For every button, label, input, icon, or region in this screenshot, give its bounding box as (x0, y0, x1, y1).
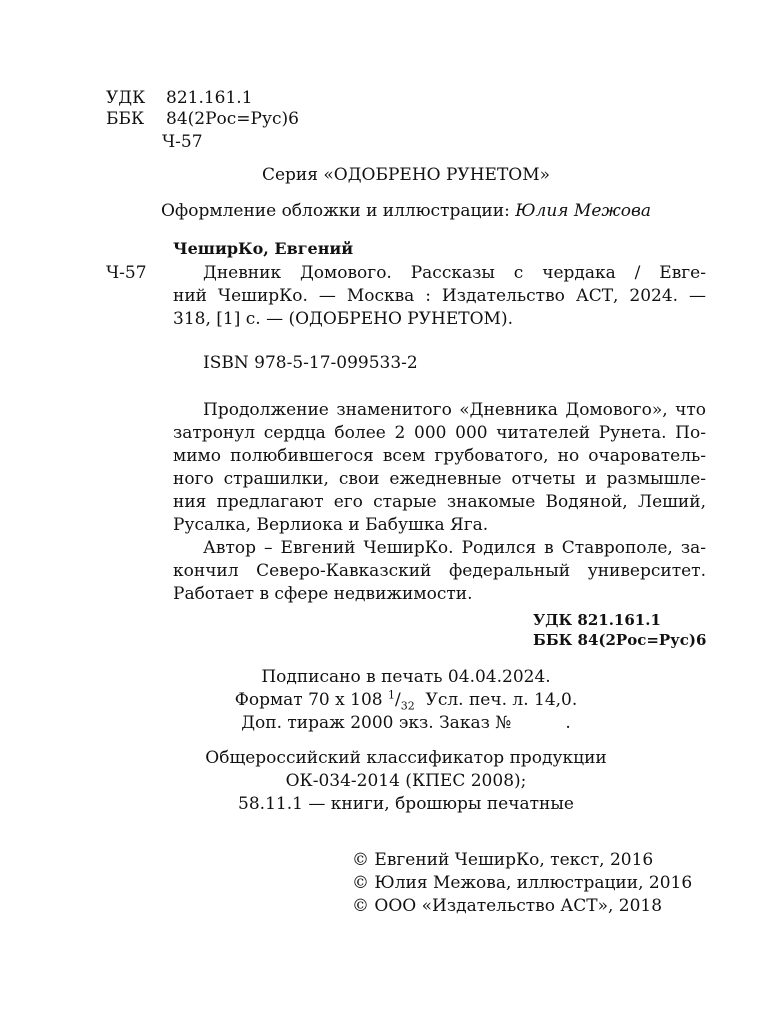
format-denominator: 32 (400, 699, 415, 713)
format-slash: / (395, 690, 401, 710)
cover-artist: Юлия Межова (515, 201, 651, 221)
copyright-line: © ООО «Издательство АСТ», 2018 (352, 896, 663, 916)
entry-line-3: 318, [1] с. — (ОДОБРЕНО РУНЕТОМ). (173, 309, 513, 329)
annotation-line: ния предлагают его старые знакомые Водяной, Леший, (173, 492, 706, 512)
format-numerator: 1 (388, 688, 395, 702)
annotation-line: Русалка, Верлиока и Бабушка Яга. (173, 515, 489, 535)
annotation-line: мимо полюбившегося всем грубоватого, но очарователь- (173, 446, 706, 466)
classifier-line: 58.11.1 — книги, брошюры печатные (238, 794, 574, 814)
classifier-line: Общероссийский классификатор продукции (205, 748, 607, 768)
cover-credit (0, 200, 768, 222)
annotation-line: Продолжение знаменитого «Дневника Домового», что (203, 400, 706, 420)
annotation-line: ного страшилки, свои ежедневные отчеты и размышле- (173, 469, 706, 489)
series-line: Серия «ОДОБРЕНО РУНЕТОМ» (261, 165, 551, 185)
author-bio-line: Автор – Евгений ЧеширКо. Родился в Ставрополе, за- (203, 538, 706, 558)
udk-label: УДК (106, 88, 146, 108)
bbk-value: 84(2Рос=Рус)6 (166, 109, 299, 129)
entry-line-2: ний ЧеширКо. — Москва : Издательство АСТ, 2024. — (173, 286, 706, 306)
format-suffix: Усл. печ. л. 14,0. (414, 690, 578, 710)
signed-to-print: Подписано в печать 04.04.2024. (261, 667, 551, 687)
bbk-label: ББК (106, 109, 145, 129)
annotation-line: затронул сердца более 2 000 000 читателей Рунета. По- (173, 423, 706, 443)
classification-udk: УДК 821.161.1 (533, 611, 661, 629)
author-bio-line: Работает в сфере недвижимости. (173, 584, 473, 604)
author-heading: ЧеширКо, Евгений (173, 239, 354, 258)
isbn: ISBN 978-5-17-099533-2 (203, 353, 418, 373)
entry-mark: Ч-57 (106, 263, 147, 283)
copyright-line: © Юлия Межова, иллюстрации, 2016 (352, 873, 693, 893)
format-prefix: Формат 70 х 108 (234, 690, 388, 710)
cover-credit-prefix: Оформление обложки и иллюстрации: (161, 201, 516, 221)
classification-bbk: ББК 84(2Рос=Рус)6 (533, 631, 707, 649)
print-run: Доп. тираж 2000 экз. Заказ № . (241, 713, 571, 733)
author-bio-line: кончил Северо-Кавказский федеральный университет. (173, 561, 706, 581)
classifier-line: ОК-034-2014 (КПЕС 2008); (285, 771, 527, 791)
author-mark: Ч-57 (162, 132, 203, 152)
format-line (0, 689, 768, 711)
copyright-line: © Евгений ЧеширКо, текст, 2016 (352, 850, 654, 870)
udk-value: 821.161.1 (166, 88, 253, 108)
entry-line-1: Дневник Домового. Рассказы с чердака / Евге- (203, 263, 706, 283)
